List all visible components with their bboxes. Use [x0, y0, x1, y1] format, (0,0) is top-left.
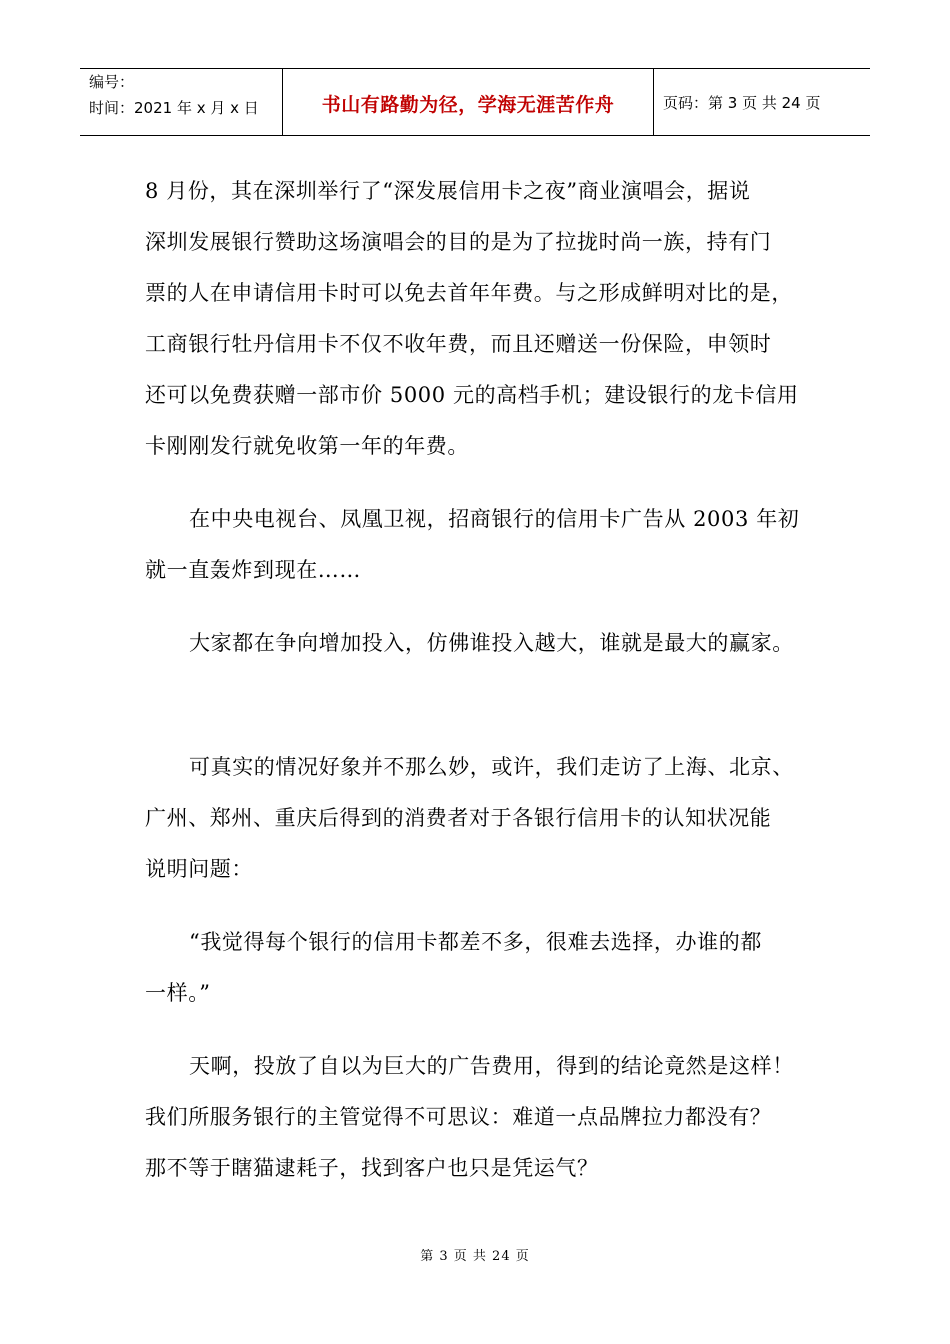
- paragraph-3: [145, 618, 815, 669]
- paragraph-5-quote: [145, 917, 815, 1019]
- text-line: 票的人在申请信用卡时可以免去首年年费。与之形成鲜明对比的是，: [145, 281, 793, 305]
- text-line: 那不等于瞎猫逮耗子，找到客户也只是凭运气？: [145, 1156, 599, 1180]
- paragraph-4: [145, 742, 815, 895]
- paragraph-1: [145, 166, 815, 472]
- header-page-info: 页码：第 3 页 共 24 页: [663, 93, 821, 112]
- text-line: 深圳发展银行赞助这场演唱会的目的是为了拉拢时尚一族，持有门: [145, 230, 772, 254]
- text-line: 一样。”: [145, 981, 211, 1005]
- paragraph-2: [145, 494, 815, 596]
- document-body: [145, 166, 815, 1194]
- text-line: 8 月份，其在深圳举行了“深发展信用卡之夜”商业演唱会，据说: [145, 179, 751, 203]
- text-line: 天啊，投放了自以为巨大的广告费用，得到的结论竟然是这样！: [189, 1054, 794, 1078]
- text-line: 我们所服务银行的主管觉得不可思议：难道一点品牌拉力都没有？: [145, 1105, 772, 1129]
- text-line: 工商银行牡丹信用卡不仅不收年费，而且还赠送一份保险，申领时: [145, 332, 772, 356]
- text-line: 可真实的情况好象并不那么妙，或许，我们走访了上海、北京、: [189, 755, 794, 779]
- text-line: “我觉得每个银行的信用卡都差不多，很难去选择，办谁的都: [189, 930, 762, 954]
- header-page-cell: [654, 69, 870, 135]
- header-motto-cell: [283, 69, 654, 135]
- text-line: 卡刚刚发行就免收第一年的年费。: [145, 434, 469, 458]
- header-meta-cell: [80, 69, 283, 135]
- text-line: 大家都在争向增加投入，仿佛谁投入越大，谁就是最大的赢家。: [189, 631, 794, 655]
- document-header: [80, 68, 870, 136]
- page-footer: 第 3 页 共 24 页: [420, 1249, 530, 1264]
- paragraph-6: [145, 1041, 815, 1194]
- text-line: 在中央电视台、凤凰卫视，招商银行的信用卡广告从 2003 年初: [189, 507, 800, 531]
- header-motto: 书山有路勤为径，学海无涯苦作舟: [321, 93, 615, 116]
- text-line: 就一直轰炸到现在……: [145, 558, 361, 582]
- text-line: 说明问题：: [145, 857, 253, 881]
- document-date: 时间：2021 年 x 月 x 日: [89, 99, 259, 117]
- text-line: 广州、郑州、重庆后得到的消费者对于各银行信用卡的认知状况能: [145, 806, 772, 830]
- document-number-label: 编号：: [89, 73, 135, 91]
- text-line: 还可以免费获赠一部市价 5000 元的高档手机；建设银行的龙卡信用: [145, 383, 799, 407]
